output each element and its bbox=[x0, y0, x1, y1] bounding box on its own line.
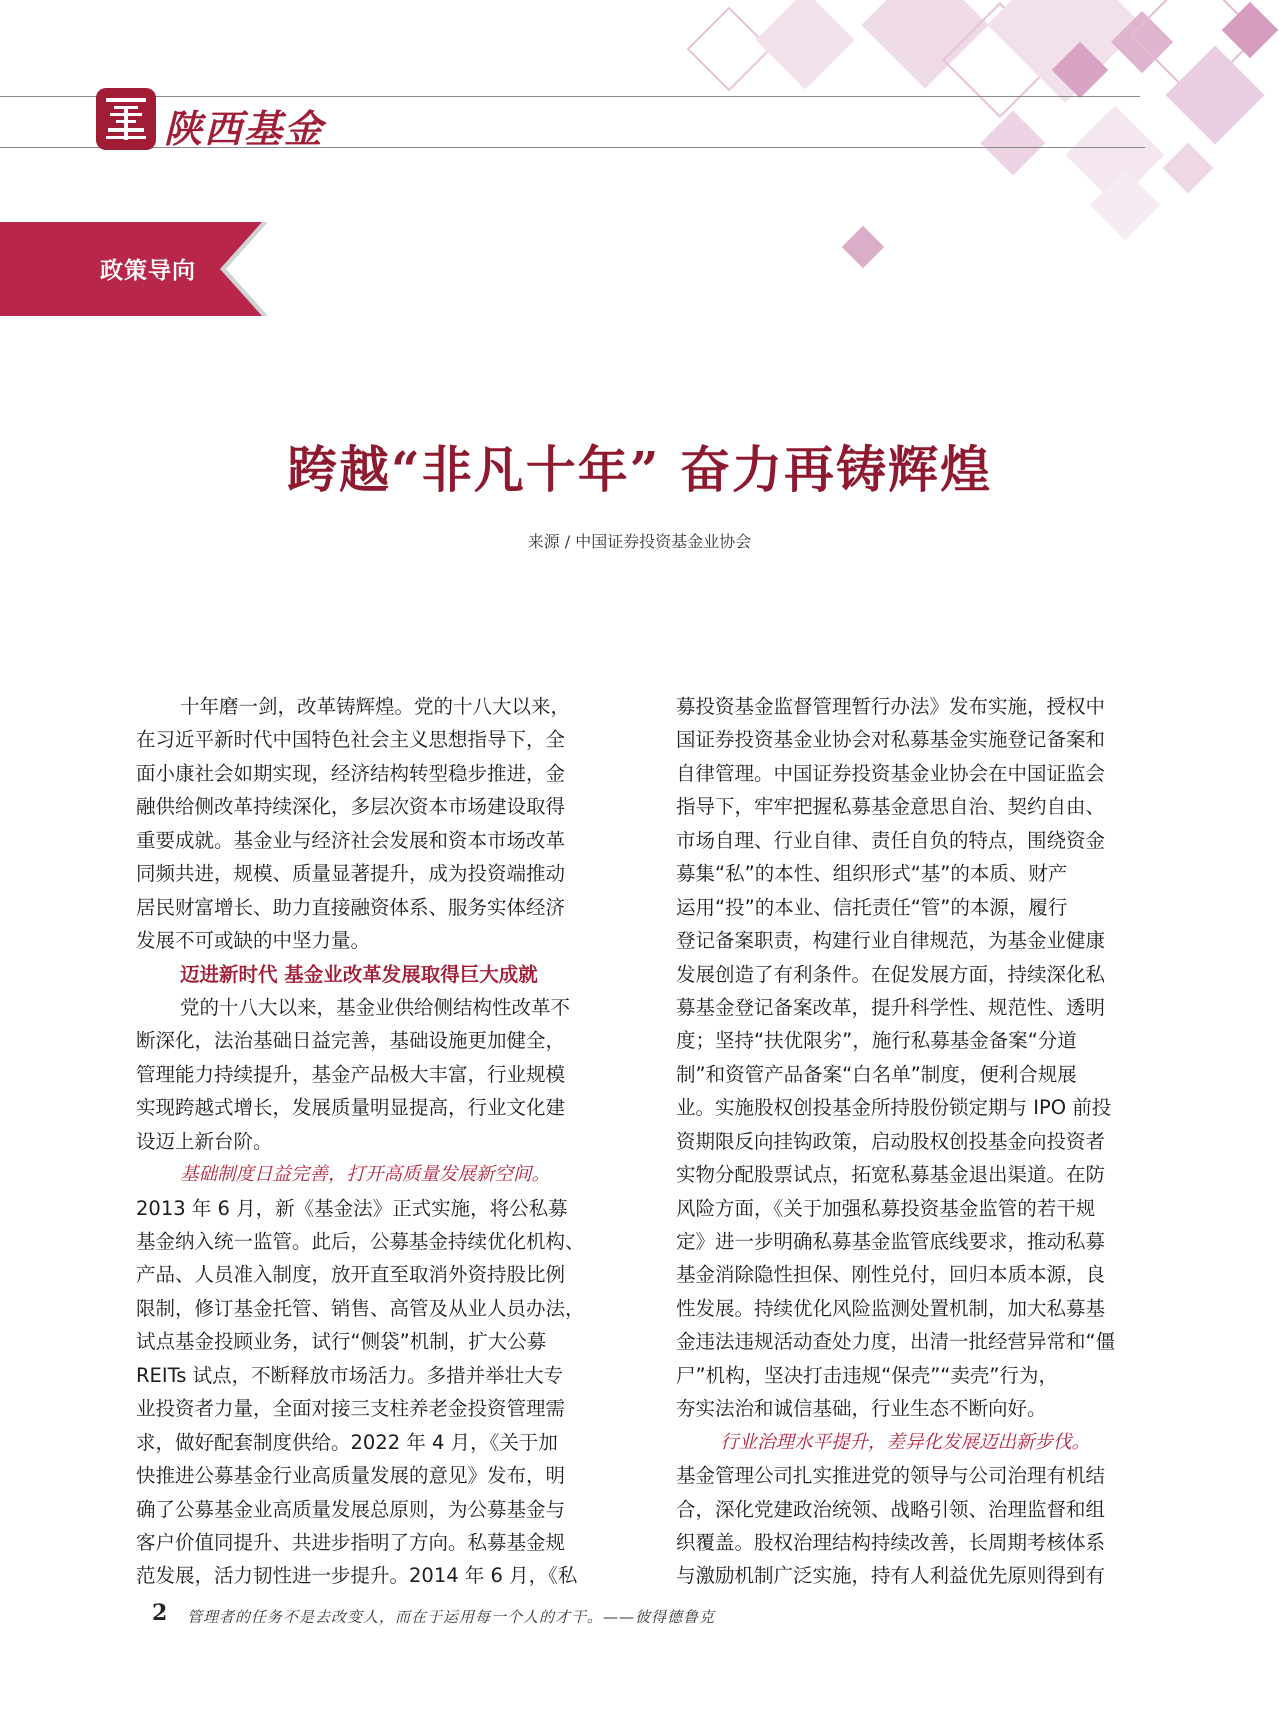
body-line: 2013 年 6 月，新《基金法》正式实施，将公私募 bbox=[136, 1196, 568, 1220]
body-line: 与激励机制广泛实施，持有人利益优先原则得到有 bbox=[676, 1564, 1106, 1588]
body-line: 募投资基金监督管理暂行办法》发布实施，授权中 bbox=[676, 695, 1106, 718]
section-label: 政策导向 bbox=[100, 257, 196, 284]
body-line: 同频共进，规模、质量显著提升，成为投资端推动 bbox=[136, 862, 566, 886]
brand-logo-text: 陕西基金 bbox=[164, 106, 325, 151]
body-line: 指导下，牢牢把握私募基金意思自治、契约自由、 bbox=[676, 795, 1106, 819]
body-line: 资期限反向挂钩政策，启动股权创投基金向投资者 bbox=[676, 1129, 1106, 1153]
body-line: 管理能力持续提升，基金产品极大丰富，行业规模 bbox=[136, 1062, 566, 1086]
body-line: 十年磨一剑，改革铸辉煌。党的十八大以来， bbox=[180, 695, 571, 718]
body-column-right bbox=[676, 690, 1146, 1593]
body-line: 求，做好配套制度供给。2022 年 4 月，《关于加 bbox=[136, 1430, 558, 1454]
body-line: 发展创造了有利条件。在促发展方面，持续深化私 bbox=[676, 962, 1106, 986]
body-line: 国证券投资基金业协会对私募基金实施登记备案和 bbox=[676, 728, 1106, 752]
body-line: 实现跨越式增长，发展质量明显提高，行业文化建 bbox=[136, 1096, 566, 1120]
body-line: 织覆盖。股权治理结构持续改善，长周期考核体系 bbox=[676, 1530, 1106, 1554]
body-line: 市场自理、行业自律、责任自负的特点，围绕资金 bbox=[676, 828, 1106, 852]
body-line: 限制，修订基金托管、销售、高管及从业人员办法， bbox=[136, 1296, 585, 1320]
body-line: 党的十八大以来，基金业供给侧结构性改革不 bbox=[180, 995, 571, 1019]
body-line: 发展不可或缺的中坚力量。 bbox=[136, 929, 371, 953]
body-line: 试点基金投顾业务，试行“侧袋”机制，扩大公募 bbox=[136, 1330, 547, 1354]
body-line: REITs 试点，不断释放市场活力。多措并举壮大专 bbox=[136, 1363, 564, 1387]
body-line: 夯实法治和诚信基础，行业生态不断向好。 bbox=[676, 1397, 1047, 1421]
body-column-left bbox=[136, 690, 606, 1593]
page-number: 2 bbox=[152, 1600, 168, 1626]
body-line: 制”和资管产品备案“白名单”制度，便利合规展 bbox=[676, 1062, 1077, 1086]
body-line: 确了公募基金业高质量发展总原则，为公募基金与 bbox=[136, 1497, 566, 1521]
logo-seal-icon bbox=[96, 88, 156, 150]
body-line: 度；坚持“扶优限劣”，施行私募基金备案“分道 bbox=[676, 1029, 1077, 1053]
body-line: 基金消除隐性担保、刚性兑付，回归本质本源，良 bbox=[676, 1263, 1106, 1287]
body-line: 业投资者力量，全面对接三支柱养老金投资管理需 bbox=[136, 1397, 566, 1421]
body-line: 性发展。持续优化风险监测处置机制，加大私募基 bbox=[676, 1296, 1106, 1320]
body-line: 重要成就。基金业与经济社会发展和资本市场改革 bbox=[136, 828, 566, 852]
article-title: 跨越“非凡十年” 奋力再铸辉煌 bbox=[287, 440, 992, 499]
body-line: 登记备案职责，构建行业自律规范，为基金业健康 bbox=[676, 929, 1106, 953]
body-line: 面小康社会如期实现，经济结构转型稳步推进，金 bbox=[136, 761, 566, 785]
body-line: 实物分配股票试点，拓宽私募基金退出渠道。在防 bbox=[676, 1163, 1106, 1187]
section-subheading: 迈进新时代 基金业改革发展取得巨大成就 bbox=[180, 962, 538, 986]
body-line: 业。实施股权创投基金所持股份锁定期与 IPO 前投 bbox=[676, 1096, 1112, 1120]
paragraph-heading: 基础制度日益完善，打开高质量发展新空间。 bbox=[180, 1164, 551, 1186]
paragraph-heading: 行业治理水平提升，差异化发展迈出新步伐。 bbox=[720, 1431, 1091, 1453]
article-source: 来源 / 中国证券投资基金业协会 bbox=[527, 532, 752, 551]
body-line: 产品、人员准入制度，放开直至取消外资持股比例 bbox=[136, 1263, 566, 1287]
body-line: 尸”机构，坚决打击违规“保壳”“卖壳”行为， bbox=[676, 1363, 1059, 1387]
body-line: 定》进一步明确私募基金监管底线要求，推动私募 bbox=[676, 1230, 1106, 1253]
body-line: 范发展，活力韧性进一步提升。2014 年 6 月，《私 bbox=[136, 1564, 578, 1588]
body-line: 在习近平新时代中国特色社会主义思想指导下，全 bbox=[136, 728, 566, 752]
body-line: 断深化，法治基础日益完善，基础设施更加健全， bbox=[136, 1029, 566, 1053]
body-line: 自律管理。中国证券投资基金业协会在中国证监会 bbox=[676, 761, 1106, 785]
body-line: 合，深化党建政治统领、战略引领、治理监督和组 bbox=[676, 1497, 1106, 1521]
body-line: 募基金登记备案改革，提升科学性、规范性、透明 bbox=[676, 995, 1106, 1019]
footer-quote: 管理者的任务不是去改变人，而在于运用每一个人的才干。——彼得德鲁克 bbox=[187, 1608, 716, 1626]
header-rule-top bbox=[0, 96, 1140, 97]
body-line: 客户价值同提升、共进步指明了方向。私募基金规 bbox=[136, 1530, 566, 1554]
body-line: 风险方面，《关于加强私募投资基金监管的若干规 bbox=[676, 1196, 1096, 1220]
body-line: 融供给侧改革持续深化，多层次资本市场建设取得 bbox=[136, 795, 566, 819]
body-line: 基金纳入统一监管。此后，公募基金持续优化机构、 bbox=[136, 1230, 585, 1253]
body-line: 募集“私”的本性、组织形式“基”的本质、财产 bbox=[676, 862, 1068, 886]
body-line: 设迈上新台阶。 bbox=[136, 1129, 273, 1153]
body-line: 基金管理公司扎实推进党的领导与公司治理有机结 bbox=[676, 1464, 1106, 1488]
body-line: 居民财富增长、助力直接融资体系、服务实体经济 bbox=[136, 895, 566, 919]
body-line: 运用“投”的本业、信托责任“管”的本源，履行 bbox=[676, 895, 1068, 919]
body-line: 金违法违规活动查处力度，出清一批经营异常和“僵 bbox=[676, 1330, 1116, 1354]
body-line: 快推进公募基金行业高质量发展的意见》发布，明 bbox=[136, 1464, 566, 1488]
decor-diamonds bbox=[688, 0, 1278, 268]
